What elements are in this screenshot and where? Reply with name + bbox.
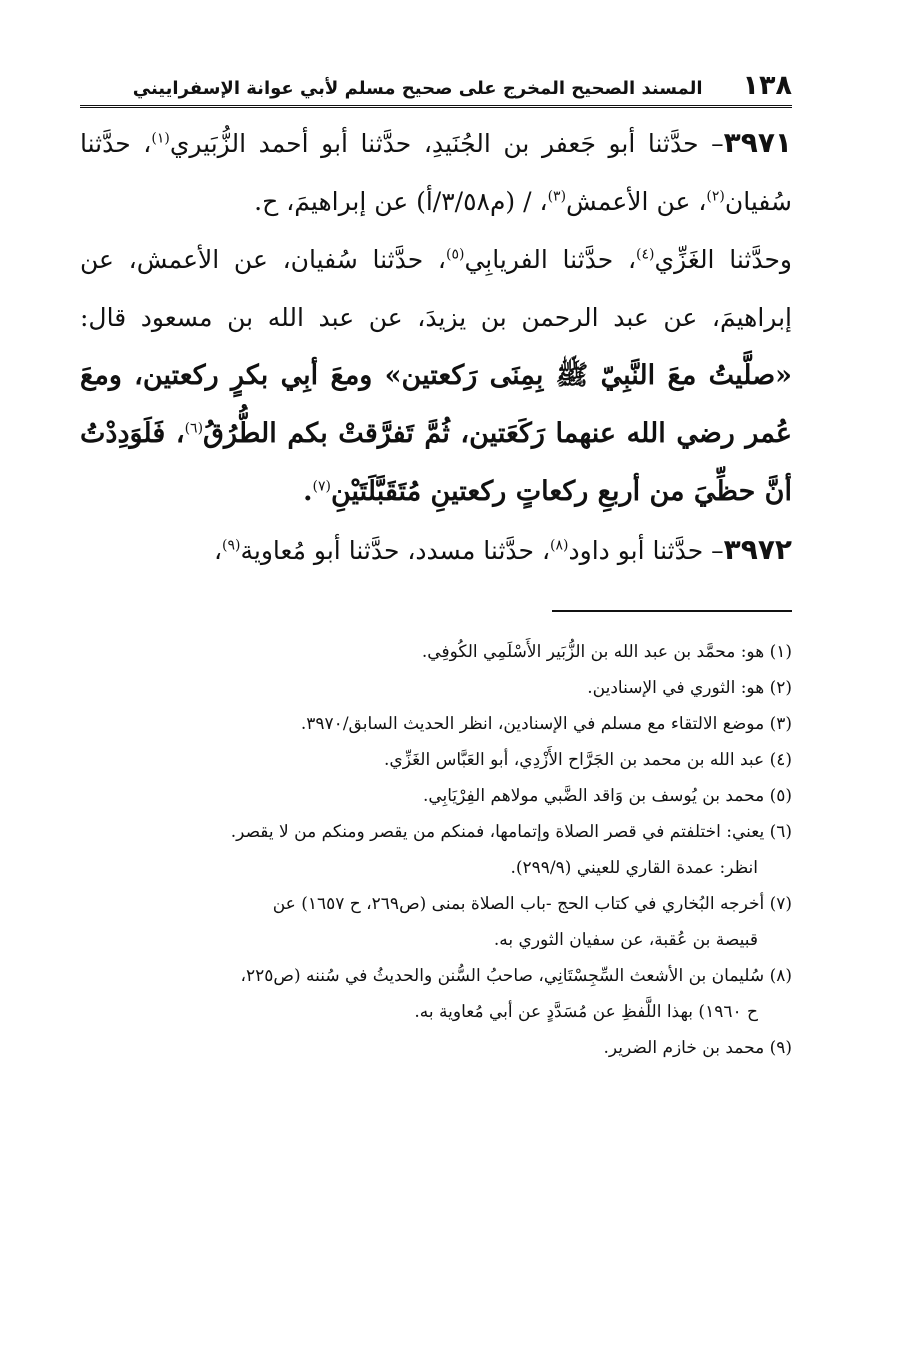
isnad-text: ، حدَّثنا الفريابِي <box>464 245 637 274</box>
footnote-ref: (٨) <box>550 537 569 554</box>
isnad-text: – حدَّثنا أبو جَعفر بن الجُنَيدِ، حدَّثنا أبو أحمد الزُّبَيري <box>169 129 724 158</box>
isnad-text: ، عن الأعمش <box>566 187 707 216</box>
footnote-8: (٨) سُليمان بن الأشعث السِّجِسْتَانِي، صاحبُ السُّنن والحديثُ في سُننه (ص٢٢٥، <box>240 966 792 986</box>
footnote-ref: (١) <box>151 130 170 147</box>
isnad-text: – حدَّثنا أبو داود <box>568 536 724 565</box>
isnad-text: وحدَّثنا الغَزِّي <box>654 245 792 274</box>
main-text <box>80 114 792 580</box>
footnote-3: (٣) موضع الالتقاء مع مسلم في الإسنادين، انظر الحديث السابق/٣٩٧٠. <box>300 714 792 734</box>
page-number: ١٣٨ <box>742 70 792 101</box>
isnad-text: ، حدَّثنا سُفيان، عن الأعمش، عن إبراهيمَ، عن عبد الرحمن بن يزيدَ، عن عبد الله بن مسعود قال: <box>80 245 792 332</box>
footnote-8-continuation: ح ١٩٦٠) بهذا اللَّفظِ عن مُسَدَّدٍ عن أبي مُعاوية به. <box>414 1002 758 1022</box>
hadith-number: ٣٩٧١ <box>723 126 792 159</box>
page-header <box>80 70 792 108</box>
footnote-7: (٧) أخرجه البُخاري في كتاب الحج -باب الصلاة بمنى (ص٢٦٩، ح ١٦٥٧) عن <box>272 894 792 914</box>
hadith-3971-second-chain <box>80 231 792 521</box>
isnad-text: ، حدَّثنا سُفيان <box>80 129 792 216</box>
footnote-ref: (٦) <box>184 420 204 437</box>
hadith-number: ٣٩٧٢ <box>723 533 792 566</box>
isnad-text: ، <box>213 536 223 565</box>
isnad-text: ، حدَّثنا مسدد، حدَّثنا أبو مُعاوية <box>240 536 551 565</box>
footnote-ref: (٧) <box>312 478 331 495</box>
matn-text: «صلَّيتُ معَ النَّبِيّ ﷺ بِمِنَى رَكعتين» ومعَ أبِي بكرٍ ركعتين، ومعَ عُمر رضي الله عنهما رَكَعَتين، ثُمَّ تَفرَّقتْ بكم الطُّرُقُ <box>80 360 792 449</box>
footnote-6: (٦) يعني: اختلفتم في قصر الصلاة وإتمامها، فمنكم من يقصر ومنكم من لا يقصر. <box>230 822 792 842</box>
book-page <box>80 70 792 1066</box>
footnote-ref: (٥) <box>445 246 465 263</box>
isnad-text: ، / (م٣/٥٨/أ) عن إبراهيمَ، ح. <box>254 187 548 216</box>
footnote-ref: (٣) <box>547 188 567 205</box>
hadith-3972 <box>80 521 792 580</box>
footnote-ref: (٢) <box>706 188 725 205</box>
footnote-5: (٥) محمد بن يُوسف بن وَاقد الضَّبي مولاهم الفِرْيَابِي. <box>422 786 792 806</box>
hadith-3971 <box>80 114 792 231</box>
footnote-divider <box>552 610 792 612</box>
matn-text: ، فَلَوَدِدْتُ أنَّ حظِّيَ من أربعِ ركعاتٍ ركعتينِ مُتَقَبَّلَتَيْنِ <box>80 418 792 507</box>
footnote-ref: (٤) <box>636 246 655 263</box>
footnote-ref: (٩) <box>222 537 241 554</box>
matn-text: . <box>303 476 313 507</box>
footnote-2: (٢) هو: الثوري في الإسنادين. <box>587 678 792 698</box>
footnote-6-continuation: انظر: عمدة القاري للعيني (٢٩٩/٩). <box>510 858 758 878</box>
footnotes <box>80 634 792 1066</box>
footnote-1: (١) هو: محمَّد بن عبد الله بن الزُّبَير الأَسْلَمِي الكُوفِي. <box>421 642 792 662</box>
running-title: المسند الصحيح المخرج على صحيح مسلم لأبي عوانة الإسفراييني <box>132 78 703 99</box>
footnote-7-continuation: قبيصة بن عُقبة، عن سفيان الثوري به. <box>493 930 758 950</box>
footnote-4: (٤) عبد الله بن محمد بن الجَرَّاح الأَزْدِي، أبو العَبَّاس الغَزِّي. <box>383 750 792 770</box>
footnote-9: (٩) محمد بن خازم الضرير. <box>603 1038 792 1058</box>
